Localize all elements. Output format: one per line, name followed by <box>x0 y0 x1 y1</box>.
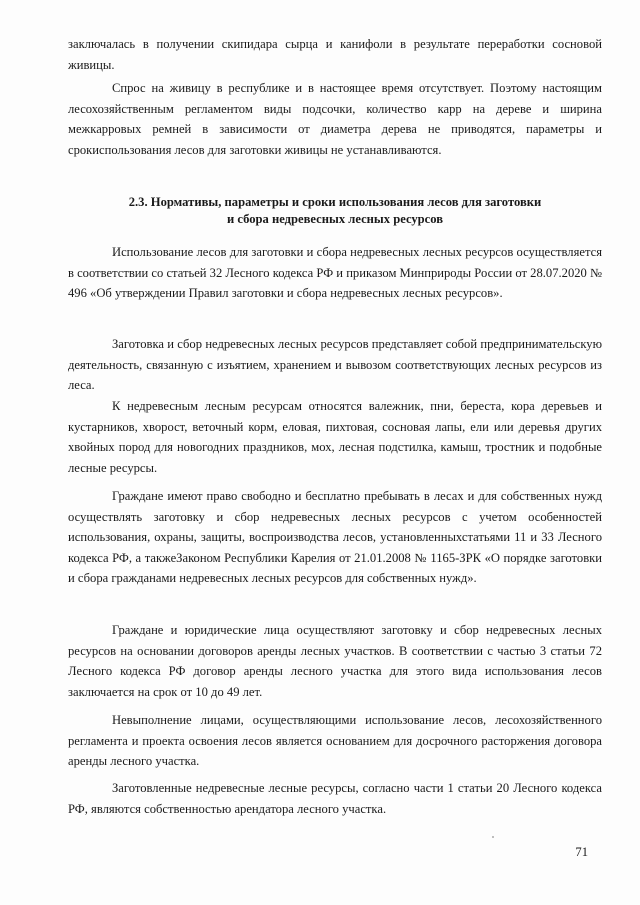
paragraph-forest-usage: Использование лесов для заготовки и сбора недревесных лесных ресурсов осуществляется в соответствии со статьей 32 Лесного кодекса РФ и приказом Минприроды России от 28.07.2020 № 496 «Об утверждении Правил заготовки и сбора недревесных лесных ресурсов». <box>68 245 602 300</box>
page-number: 71 <box>575 845 588 859</box>
section-heading-line-2: и сбора недревесных лесных ресурсов <box>226 212 444 226</box>
paragraph-lease-agreements: Граждане и юридические лица осуществляют заготовку и сбор недревесных лесных ресурсов на основании договоров аренды лесных участков. В соответствии с частью 3 статьи 72 Лесного кодекса РФ договор аренды лесного участка для этого вида использования лесов заключается на срок от 10 до 49 лет. <box>68 623 602 699</box>
paragraph-resource-list: К недревесным лесным ресурсам относятся валежник, пни, береста, кора деревьев и кустарников, хворост, веточный корм, еловая, пихтовая, сосновая лапы, ели или деревья других хвойных пород для новогодних праздников, мох, лесная подстилка, камыш, тростник и подобные лесные ресурсы. <box>68 399 602 475</box>
section-heading <box>68 194 602 228</box>
section-heading-line-1: 2.3. Нормативы, параметры и сроки использования лесов для заготовки <box>128 195 542 209</box>
paragraph-early-termination: Невыполнение лицами, осуществляющими использование лесов, лесохозяйственного регламента и проекта освоения лесов является основанием для досрочного расторжения договора аренды лесного участка. <box>68 713 602 768</box>
paragraph-intro-continuation: заключалась в получении скипидара сырца и канифоли в результате переработки сосновой живицы. <box>68 37 602 72</box>
paragraph-citizens-right: Граждане имеют право свободно и бесплатно пребывать в лесах и для собственных нужд осуществлять заготовку и сбор недревесных лесных ресурсов с учетом особенностей использования, охраны, защиты, воспроизводства лесов, установленныхстатьями 11 и 33 Лесного кодекса РФ, а такжеЗаконом Республики Карелия от 21.01.2008 № 1165-ЗРК «О порядке заготовки и сбора гражданами недревесных лесных ресурсов для собственных нужд». <box>68 489 602 585</box>
scan-artifact <box>492 836 494 838</box>
paragraph-definition: Заготовка и сбор недревесных лесных ресурсов представляет собой предпринимательскую деятельность, связанную с изъятием, хранением и вывозом соответствующих лесных ресурсов из леса. <box>68 337 602 392</box>
paragraph-resin-demand: Спрос на живицу в республике и в настоящее время отсутствует. Поэтому настоящим лесохозяйственным регламентом виды подсочки, количество карр на дереве и ширина межкарровых ремней в зависимости от диаметра дерева не приводятся, параметры и срокиспользования лесов для заготовки живицы не устанавливаются. <box>68 81 602 157</box>
paragraph-ownership: Заготовленные недревесные лесные ресурсы, согласно части 1 статьи 20 Лесного кодекса РФ, являются собственностью арендатора лесного участка. <box>68 781 602 816</box>
